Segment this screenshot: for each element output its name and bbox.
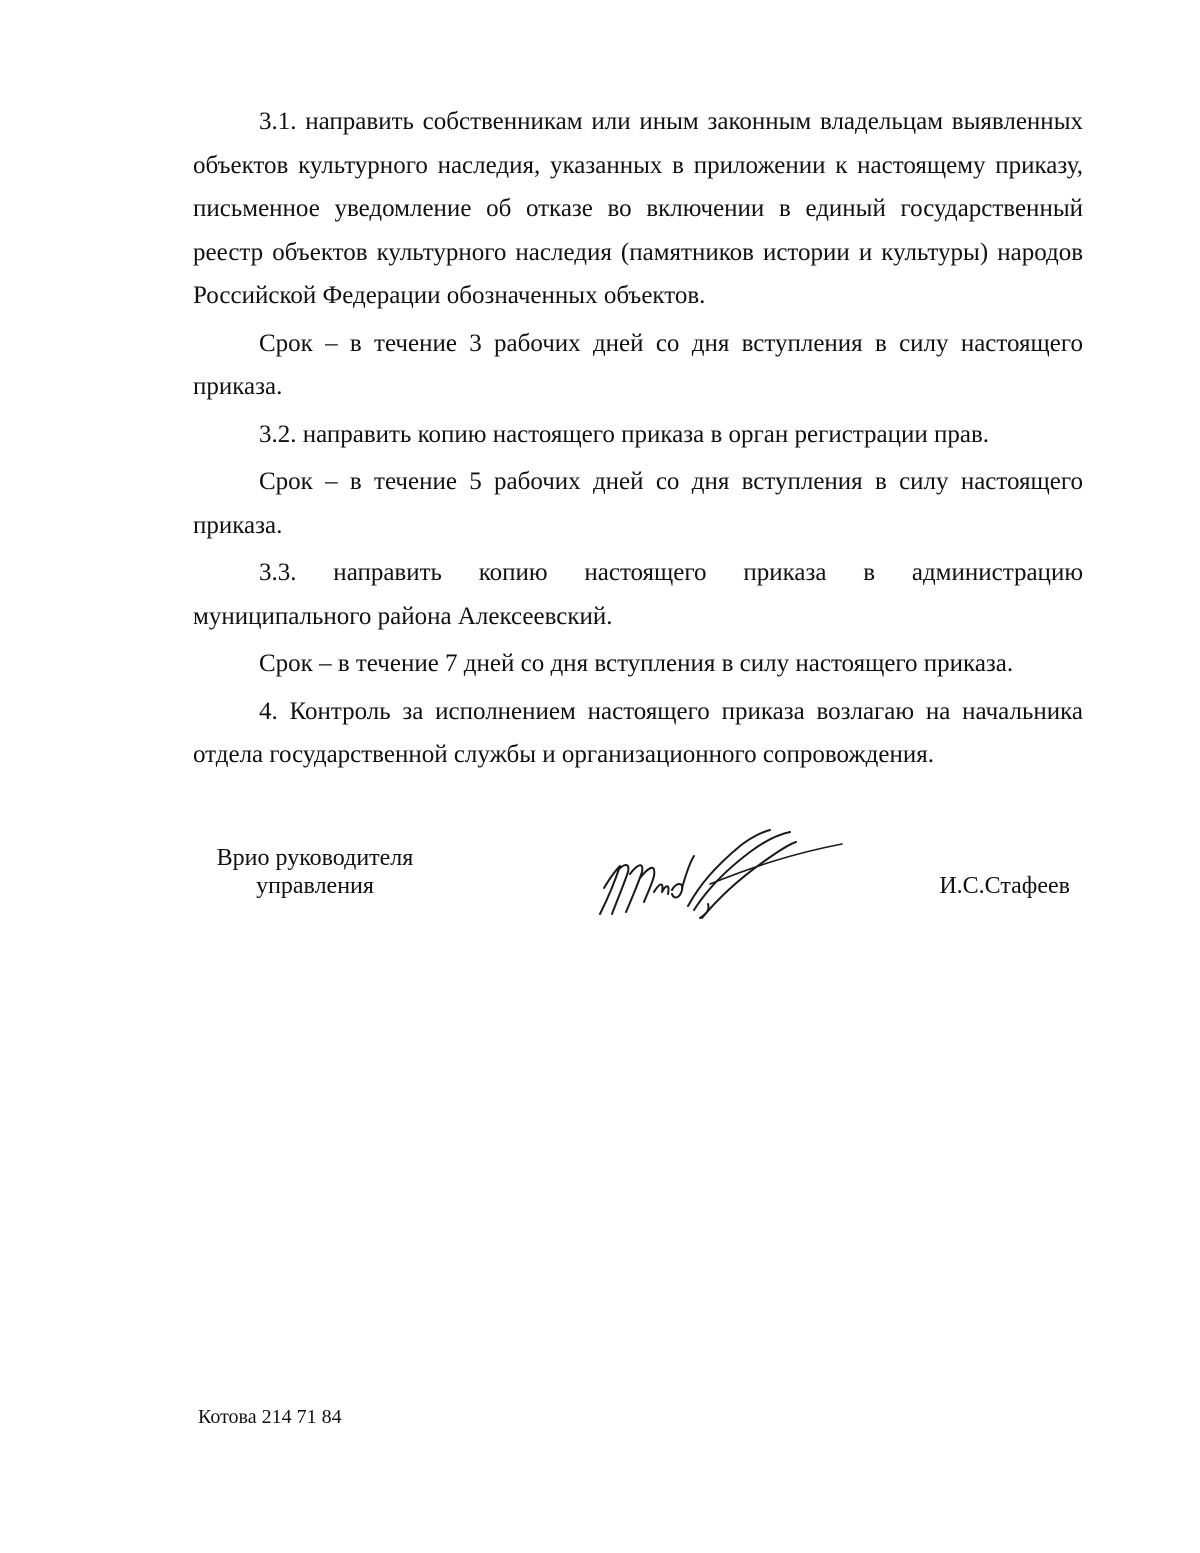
deadline-3-1: Срок – в течение 3 рабочих дней со дня вступления в силу настоящего приказа. (193, 329, 1083, 400)
signer-name: И.С.Стафеев (939, 873, 1070, 899)
executor-contact: Котова 214 71 84 (198, 1406, 342, 1428)
paragraph-3-3: 3.3. направить копию настоящего приказа в администрацию муниципального района Алексеевский. (193, 559, 1083, 630)
handwritten-signature-icon (590, 818, 850, 928)
paragraph-3-2: 3.2. направить копию настоящего приказа в орган регистрации прав. (259, 420, 990, 448)
signature-block (190, 844, 1080, 944)
signer-position-line1: Врио руководителя (216, 845, 414, 871)
signer-position-line2: управления (256, 873, 374, 899)
document-body (193, 100, 1083, 781)
paragraph-3-1: 3.1. направить собственникам или иным законным владельцам выявленных объектов культурного наследия, указанных в приложении к настоящему приказу, письменное уведомление об отказе во включении в единый государственный реестр объектов культурного наследия (памятников истории и культуры) народов Российской Федерации обозначенных объектов. (193, 108, 1083, 309)
signer-position (210, 844, 420, 900)
deadline-3-2: Срок – в течение 5 рабочих дней со дня вступления в силу настоящего приказа. (193, 468, 1083, 539)
deadline-3-3: Срок – в течение 7 дней со дня вступления в силу настоящего приказа. (259, 650, 1014, 677)
paragraph-4: 4. Контроль за исполнением настоящего приказа возлагаю на начальника отдела государственной службы и организационного сопровождения. (193, 697, 1083, 768)
